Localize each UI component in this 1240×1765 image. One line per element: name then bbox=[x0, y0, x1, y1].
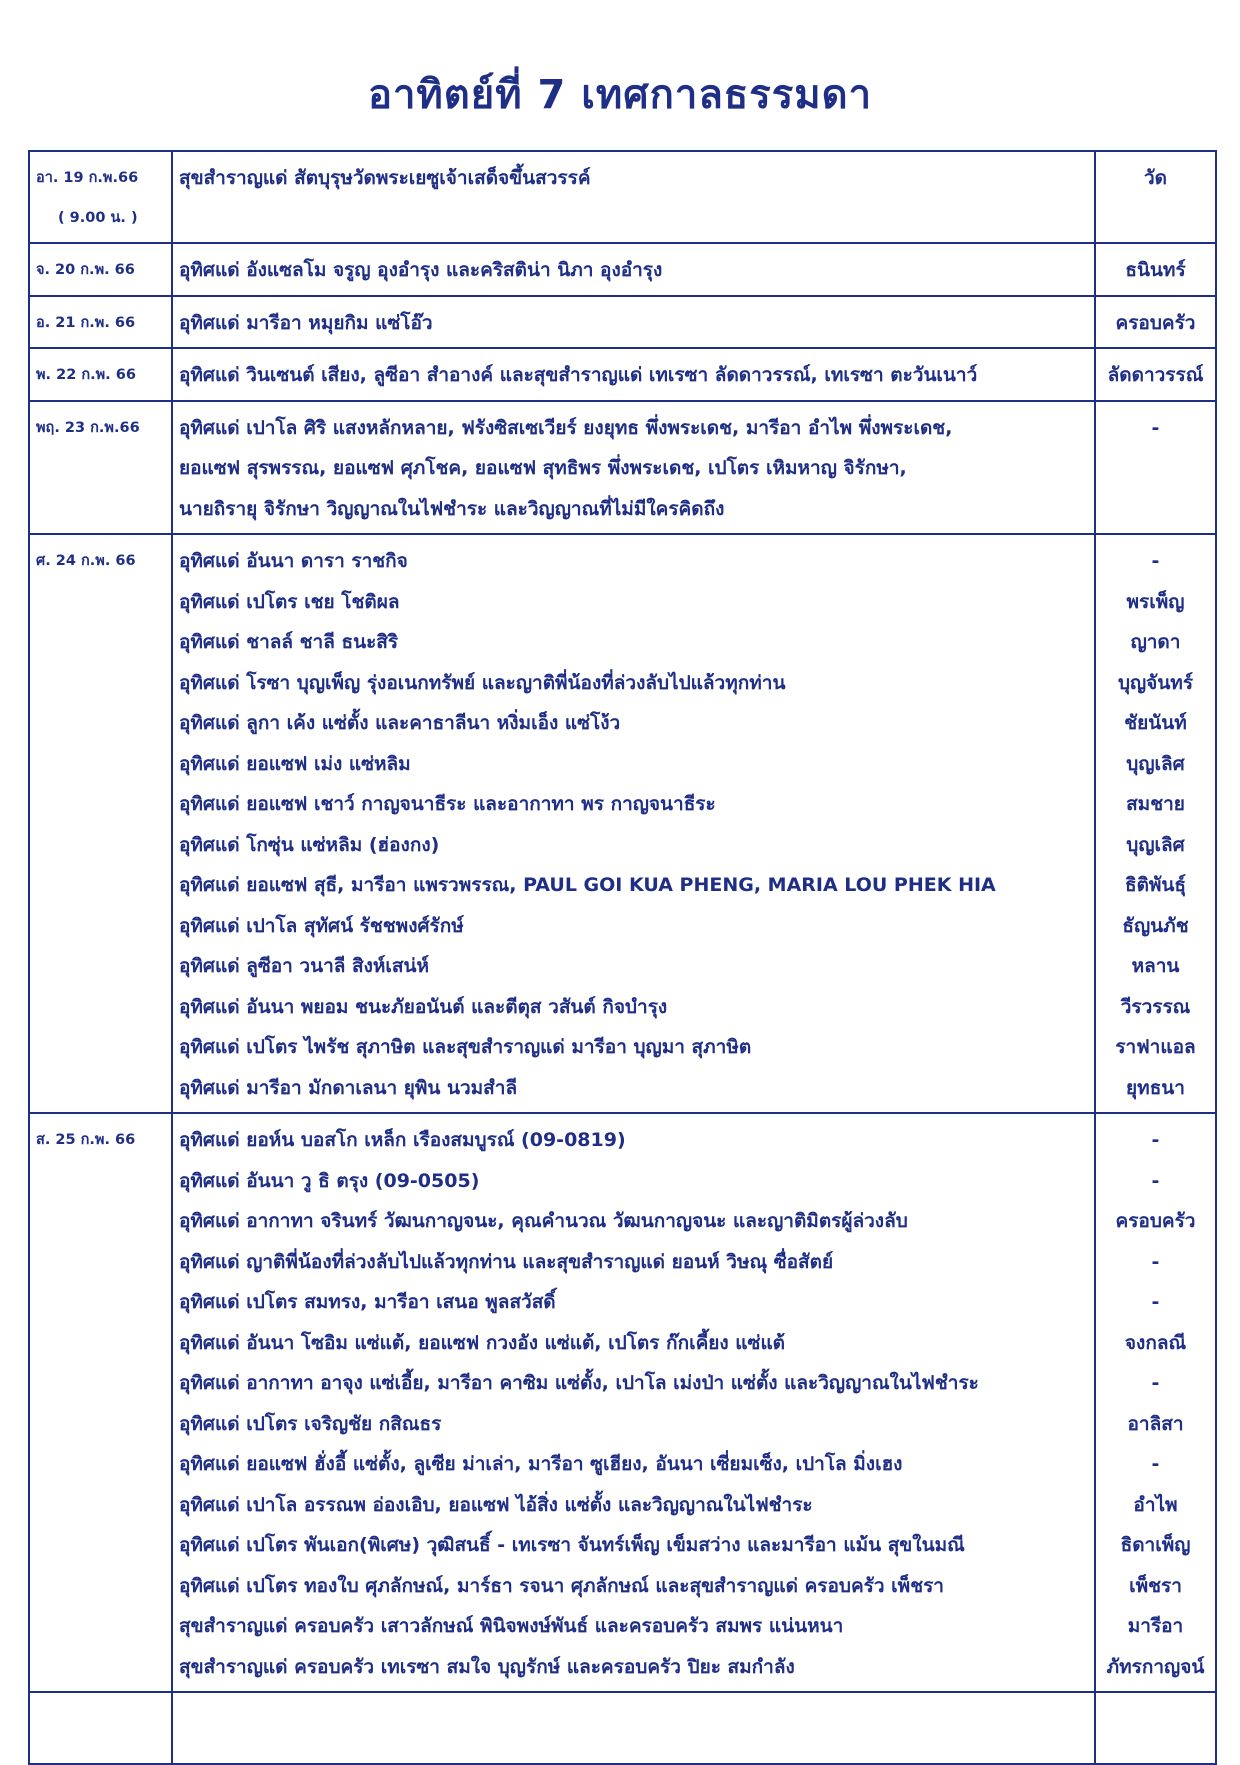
empty-cell bbox=[29, 1692, 172, 1764]
table-row bbox=[29, 296, 1216, 349]
intention-line: อุทิศแด่ เปโตร พันเอก(พิเศษ) วุฒิสนธิ์ - เทเรซา จันทร์เพ็ญ เข็มสว่าง และมารีอา แม้น สุขในมณี bbox=[179, 1534, 965, 1556]
intention-line: อุทิศแด่ เปาโล อรรณพ อ่องเอิบ, ยอแซฟ ไอ้สิ่ง แซ่ตั้ง และวิญญาณในไฟชำระ bbox=[179, 1493, 813, 1516]
requester-cell bbox=[1095, 243, 1216, 296]
table-row bbox=[29, 1113, 1216, 1692]
date-cell bbox=[29, 296, 172, 349]
intention-line: อุทิศแด่ ยอแซฟ ฮั่งอี้ แซ่ตั้ง, ลูเซีย ม่าเล่า, มารีอา ซูเฮียง, อันนา เซี่ยมเซ็ง, เปาโล มิ่งเฮง bbox=[179, 1453, 903, 1475]
intention-cell bbox=[172, 348, 1095, 401]
date-text: อ. 21 ก.พ. 66 bbox=[36, 314, 136, 331]
table-row bbox=[29, 348, 1216, 401]
intention-line: ยอแซฟ สุรพรรณ, ยอแซฟ ศุภโชค, ยอแซฟ สุทธิพร พึ่งพระเดช, เปโตร เหิมหาญ จิรักษา, bbox=[179, 457, 907, 479]
date-text: ส. 25 ก.พ. 66 bbox=[36, 1132, 136, 1148]
intention-line: สุขสำราญแด่ ครอบครัว เทเรซา สมใจ บุญรักษ์ และครอบครัว ปิยะ สมกำลัง bbox=[179, 1655, 795, 1678]
empty-row bbox=[29, 1692, 1216, 1764]
requester-name: - bbox=[1151, 1129, 1160, 1151]
table-row bbox=[29, 534, 1216, 1113]
requester-name: พรเพ็ญ bbox=[1126, 590, 1185, 613]
requester-name: - bbox=[1151, 1453, 1160, 1475]
date-cell bbox=[29, 401, 172, 535]
requester-name: ครอบครัว bbox=[1115, 1210, 1196, 1232]
intention-cell bbox=[172, 534, 1095, 1113]
intention-line: อุทิศแด่ โกซุ่น แซ่หลิม (ฮ่องกง) bbox=[179, 833, 440, 856]
requester-cell bbox=[1095, 296, 1216, 349]
intention-line: อุทิศแด่ มารีอา หมุยกิม แซ่โอ๊ว bbox=[179, 311, 433, 334]
requester-name: - bbox=[1151, 1169, 1160, 1192]
requester-cell bbox=[1095, 401, 1216, 535]
date-text: ศ. 24 ก.พ. 66 bbox=[36, 553, 136, 569]
intention-cell bbox=[172, 151, 1095, 243]
intention-line: อุทิศแด่ ยอห์น บอสโก เหล็ก เรืองสมบูรณ์ (09-0819) bbox=[179, 1129, 626, 1151]
requester-name: มารีอา bbox=[1127, 1615, 1184, 1637]
requester-name: - bbox=[1151, 1372, 1160, 1394]
intention-cell bbox=[172, 243, 1095, 296]
intention-line: สุขสำราญแด่ ครอบครัว เสาวลักษณ์ พินิจพงษ์พันธ์ และครอบครัว สมพร แน่นหนา bbox=[179, 1615, 844, 1637]
intention-line: อุทิศแด่ อันนา วู ธิ ตรุง (09-0505) bbox=[179, 1169, 480, 1192]
intention-line: อุทิศแด่ อันนา พยอม ชนะภัยอนันต์ และตีตุส วสันต์ กิจบำรุง bbox=[179, 995, 668, 1018]
requester-name: เพ็ชรา bbox=[1129, 1574, 1182, 1597]
intention-line: อุทิศแด่ อากาทา อาจุง แซ่เอี้ย, มารีอา คาซิม แซ่ตั้ง, เปาโล เม่งป่า แซ่ตั้ง และวิญญาณในไฟชำระ bbox=[179, 1372, 979, 1394]
requester-name: อำไพ bbox=[1133, 1493, 1178, 1516]
intention-line: อุทิศแด่ มารีอา มักดาเลนา ยุพิน นวมสำลี bbox=[179, 1076, 518, 1099]
requester-name: บุญเลิศ bbox=[1126, 833, 1185, 856]
requester-name: ราฟาแอล bbox=[1115, 1036, 1196, 1058]
requester-name: - bbox=[1151, 550, 1160, 572]
intention-line: อุทิศแด่ อันนา โซอิม แซ่แต้, ยอแซฟ กวงอัง แซ่แต้, เปโตร ก๊กเคี้ยง แซ่แต้ bbox=[179, 1331, 786, 1354]
requester-name: ธัญนภัช bbox=[1122, 914, 1189, 937]
intention-line: อุทิศแด่ อากาทา จรินทร์ วัฒนกาญจนะ, คุณคำนวณ วัฒนกาญจนะ และญาติมิตรผู้ล่วงลับ bbox=[179, 1210, 908, 1232]
requester-name: ครอบครัว bbox=[1115, 311, 1196, 334]
date-cell bbox=[29, 348, 172, 401]
requester-cell bbox=[1095, 534, 1216, 1113]
intention-line: อุทิศแด่ เปโตร สมทรง, มารีอา เสนอ พูลสวัสดิ์ bbox=[179, 1291, 556, 1313]
intention-line: อุทิศแด่ เปาโล ศิริ แสงหลักหลาย, ฟรังซิสเซเวียร์ ยงยุทธ พึ่งพระเดช, มารีอา อำไพ พึ่งพระเดช, bbox=[179, 416, 953, 439]
date-cell bbox=[29, 534, 172, 1113]
intention-cell bbox=[172, 296, 1095, 349]
requester-cell bbox=[1095, 151, 1216, 243]
intention-line: อุทิศแด่ ยอแซฟ เม่ง แซ่หลิม bbox=[179, 752, 411, 775]
intention-cell bbox=[172, 1113, 1095, 1692]
intention-line: อุทิศแด่ วินเซนต์ เสียง, ลูซีอา สำอางค์ และสุขสำราญแด่ เทเรซา ลัดดาวรรณ์, เทเรซา ตะวันเนาว์ bbox=[179, 364, 978, 386]
requester-name: ธิดาเพ็ญ bbox=[1120, 1534, 1191, 1556]
requester-cell bbox=[1095, 348, 1216, 401]
intention-line: สุขสำราญแด่ สัตบุรุษวัดพระเยซูเจ้าเสด็จขึ้นสวรรค์ bbox=[179, 167, 591, 189]
intention-line: อุทิศแด่ เปโตร เชย โชติผล bbox=[179, 590, 400, 613]
requester-name: ชัยนันท์ bbox=[1124, 712, 1187, 734]
mass-intention-table bbox=[28, 150, 1217, 1765]
intention-line: อุทิศแด่ ยอแซฟ สุธี, มารีอา แพรวพรรณ, PAUL GOI KUA PHENG, MARIA LOU PHEK HIA bbox=[179, 874, 996, 896]
requester-name: ญาดา bbox=[1130, 631, 1181, 653]
intention-line: นายถิรายุ จิรักษา วิญญาณในไฟชำระ และวิญญาณที่ไม่มีใครคิดถึง bbox=[179, 497, 725, 520]
requester-name: ยุทธนา bbox=[1126, 1076, 1185, 1099]
requester-name: สมชาย bbox=[1126, 793, 1185, 815]
intention-line: อุทิศแด่ เปโตร ทองใบ ศุภลักษณ์, มาร์ธา รจนา ศุภลักษณ์ และสุขสำราญแด่ ครอบครัว เพ็ชรา bbox=[179, 1574, 944, 1597]
table-row bbox=[29, 151, 1216, 243]
page-title: อาทิตย์ที่ 7 เทศกาลธรรมดา bbox=[367, 72, 873, 118]
requester-name: ภัทรกาญจน์ bbox=[1106, 1655, 1205, 1678]
requester-name: จงกลณี bbox=[1124, 1331, 1187, 1354]
empty-cell bbox=[172, 1692, 1095, 1764]
table-body bbox=[29, 151, 1216, 1764]
date-text: จ. 20 ก.พ. 66 bbox=[36, 262, 135, 278]
intention-line: อุทิศแด่ โรซา บุญเพ็ญ รุ่งอเนกทรัพย์ และญาติพี่น้องที่ล่วงลับไปแล้วทุกท่าน bbox=[179, 671, 786, 694]
date-text: อา. 19 ก.พ.66 bbox=[36, 170, 139, 186]
date-text: พฤ. 23 ก.พ.66 bbox=[36, 419, 140, 436]
intention-line: อุทิศแด่ ยอแซฟ เชาว์ กาญจนาธีระ และอากาทา พร กาญจนาธีระ bbox=[179, 793, 716, 815]
intention-line: อุทิศแด่ เปาโล สุทัศน์ รัชชพงศ์รักษ์ bbox=[179, 914, 464, 937]
intention-line: อุทิศแด่ อันนา ดารา ราชกิจ bbox=[179, 550, 408, 572]
requester-name: บุญจันทร์ bbox=[1117, 671, 1194, 694]
intention-line: อุทิศแด่ ชาลล์ ชาลี ธนะสิริ bbox=[179, 631, 399, 653]
intention-line: อุทิศแด่ เปโตร ไพรัช สุภาษิต และสุขสำราญแด่ มารีอา บุญมา สุภาษิต bbox=[179, 1036, 752, 1058]
intention-line: อุทิศแด่ เปโตร เจริญชัย กสิณธร bbox=[179, 1412, 442, 1435]
date-cell bbox=[29, 243, 172, 296]
requester-name: - bbox=[1151, 416, 1160, 439]
empty-cell bbox=[1095, 1692, 1216, 1764]
intention-cell bbox=[172, 401, 1095, 535]
requester-name: วีรวรรณ bbox=[1120, 995, 1191, 1018]
date-cell bbox=[29, 1113, 172, 1692]
date-text: พ. 22 ก.พ. 66 bbox=[36, 367, 136, 383]
requester-name: ธนินทร์ bbox=[1125, 259, 1186, 281]
requester-name: - bbox=[1151, 1291, 1160, 1313]
intention-line: อุทิศแด่ ลูกา เค้ง แซ่ตั้ง และคาธาลีนา หงิ่มเอ็ง แซ่โง้ว bbox=[179, 712, 621, 734]
requester-name: ธิติพันธุ์ bbox=[1124, 874, 1187, 896]
date-text: ( 9.00 น. ) bbox=[58, 210, 138, 226]
requester-name: ลัดดาวรรณ์ bbox=[1107, 364, 1204, 386]
table-row bbox=[29, 243, 1216, 296]
requester-name: บุญเลิศ bbox=[1126, 752, 1185, 775]
intention-line: อุทิศแด่ อังแซลโม จรูญ อุงอำรุง และคริสติน่า นิภา อุงอำรุง bbox=[179, 259, 663, 281]
requester-name: วัด bbox=[1143, 167, 1167, 189]
intention-line: อุทิศแด่ ญาติพี่น้องที่ล่วงลับไปแล้วทุกท่าน และสุขสำราญแด่ ยอนห์ วิษณุ ซื่อสัตย์ bbox=[179, 1250, 834, 1273]
intention-line: อุทิศแด่ ลูซีอา วนาลี สิงห์เสน่ห์ bbox=[179, 955, 430, 977]
requester-name: อาลิสา bbox=[1127, 1412, 1184, 1435]
table-row bbox=[29, 401, 1216, 535]
requester-cell bbox=[1095, 1113, 1216, 1692]
date-cell bbox=[29, 151, 172, 243]
requester-name: - bbox=[1151, 1250, 1160, 1273]
requester-name: หลาน bbox=[1131, 955, 1180, 977]
